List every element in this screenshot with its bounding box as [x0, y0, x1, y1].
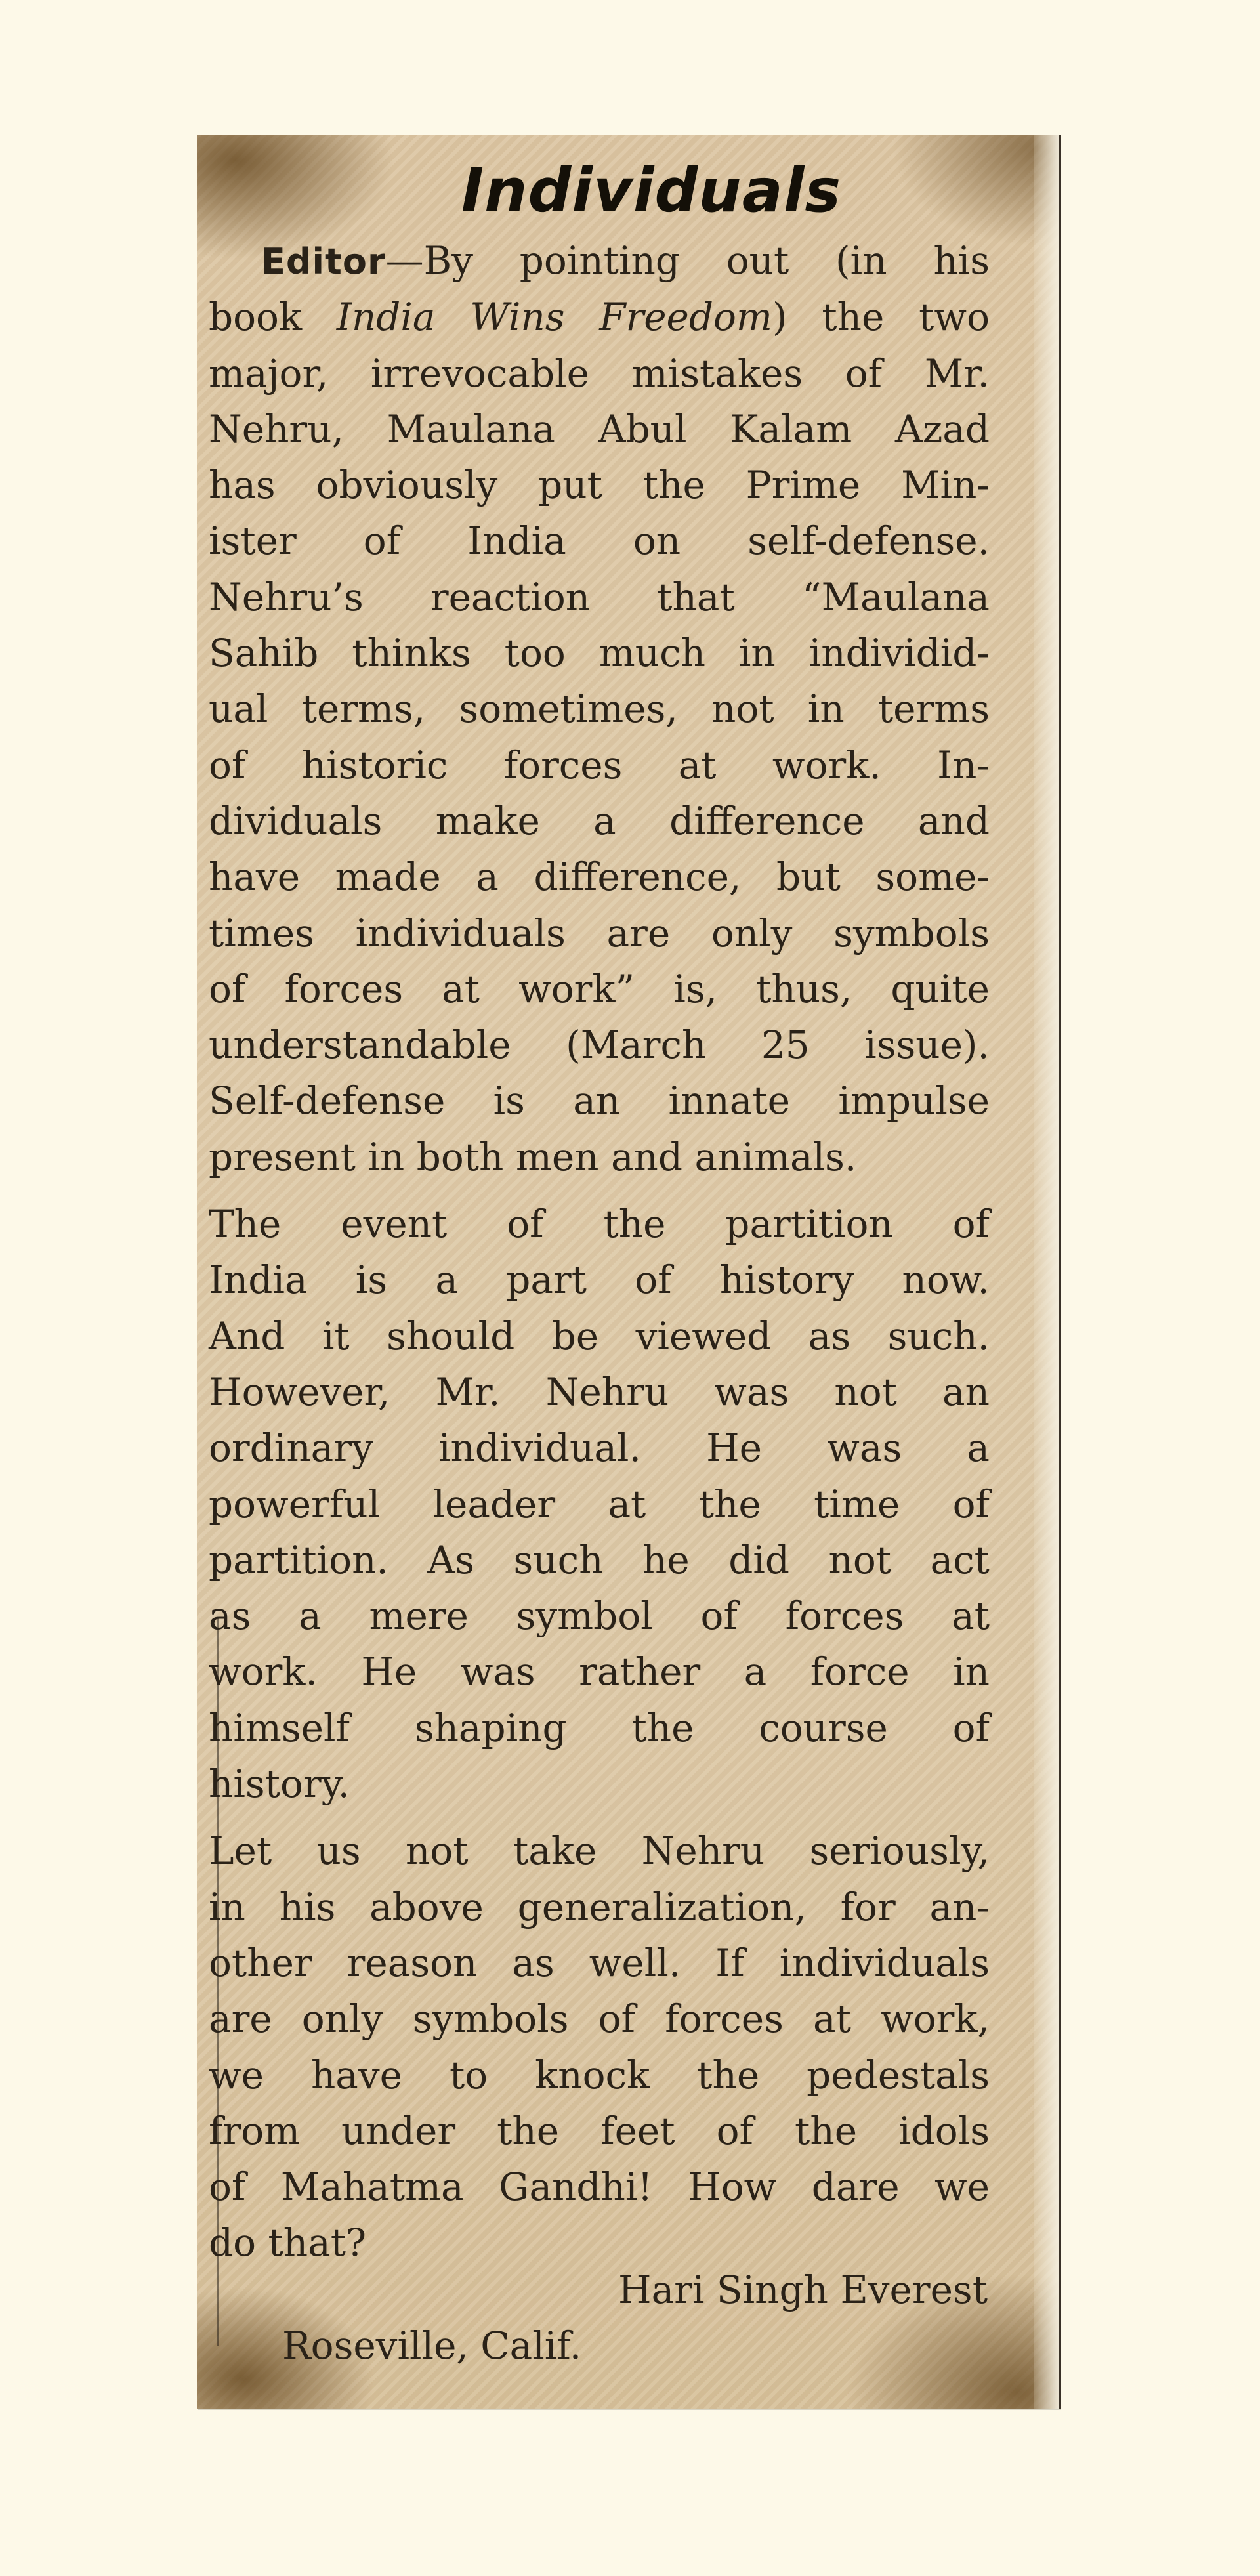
text-line: work. He was rather a force in	[209, 1649, 990, 1695]
text-line: of historic forces at work. In-	[209, 742, 990, 788]
paragraph-1	[209, 233, 990, 1185]
text-line: Nehru, Maulana Abul Kalam Azad	[209, 406, 990, 452]
text-line: other reason as well. If individuals	[209, 1940, 990, 1985]
text-line: times individuals are only symbols	[209, 910, 990, 956]
text-line: And it should be viewed as such.	[209, 1313, 990, 1359]
clipping-torn-edge	[1034, 135, 1060, 2409]
text-line: partition. As such he did not act	[209, 1537, 990, 1582]
text-line: ual terms, sometimes, not in terms	[209, 686, 990, 732]
text-line: are only symbols of forces at work,	[209, 1996, 990, 2042]
text-line: Nehru’s reaction that “Maulana	[209, 574, 990, 620]
text-line: Let us not take Nehru seriously,	[209, 1828, 990, 1874]
article-body	[209, 233, 990, 2271]
text-line: However, Mr. Nehru was not an	[209, 1369, 990, 1414]
text-line: as a mere symbol of forces at	[209, 1594, 990, 1639]
text-line: has obviously put the Prime Min-	[209, 463, 990, 508]
text-line: The event of the partition of	[209, 1202, 990, 1247]
text-line: understandable (March 25 issue).	[209, 1023, 990, 1068]
text-line: we have to knock the pedestals	[209, 2052, 990, 2098]
author-location: Roseville, Calif.	[282, 2323, 582, 2368]
text-line: powerful leader at the time of	[209, 1481, 990, 1527]
article-headline: Individuals	[461, 156, 842, 226]
text-line: have made a difference, but some-	[209, 855, 990, 900]
text-line: dividuals make a difference and	[209, 798, 990, 843]
paragraph-2	[209, 1196, 990, 1812]
author-signature: Hari Singh Everest	[618, 2268, 988, 2312]
text-line: from under the feet of the idols	[209, 2108, 990, 2153]
text-line: do that?	[209, 2220, 367, 2266]
salutation: Editor	[261, 241, 386, 282]
text-line: Sahib thinks too much in individid-	[209, 631, 990, 676]
book-title: India Wins Freedom	[336, 295, 772, 340]
text-line: present in both men and animals.	[209, 1134, 857, 1179]
text-line: Editor—By pointing out (in his	[261, 238, 990, 283]
text-line: Self-defense is an innate impulse	[209, 1078, 990, 1124]
text-line: in his above generalization, for an-	[209, 1884, 990, 1930]
clipping-edge-line	[1059, 135, 1061, 2409]
text-line: ister of India on self-defense.	[209, 518, 990, 564]
text-line: India is a part of history now.	[209, 1257, 990, 1303]
paragraph-3	[209, 1823, 990, 2271]
text-line: book India Wins Freedom) the two	[209, 295, 990, 340]
newspaper-clipping	[197, 135, 1060, 2409]
text-line: major, irrevocable mistakes of Mr.	[209, 350, 990, 396]
text-line: ordinary individual. He was a	[209, 1425, 990, 1471]
text-line: history.	[209, 1762, 350, 1807]
text-line: of Mahatma Gandhi! How dare we	[209, 2164, 990, 2210]
text-line: of forces at work” is, thus, quite	[209, 966, 990, 1011]
text-line: himself shaping the course of	[209, 1705, 990, 1750]
